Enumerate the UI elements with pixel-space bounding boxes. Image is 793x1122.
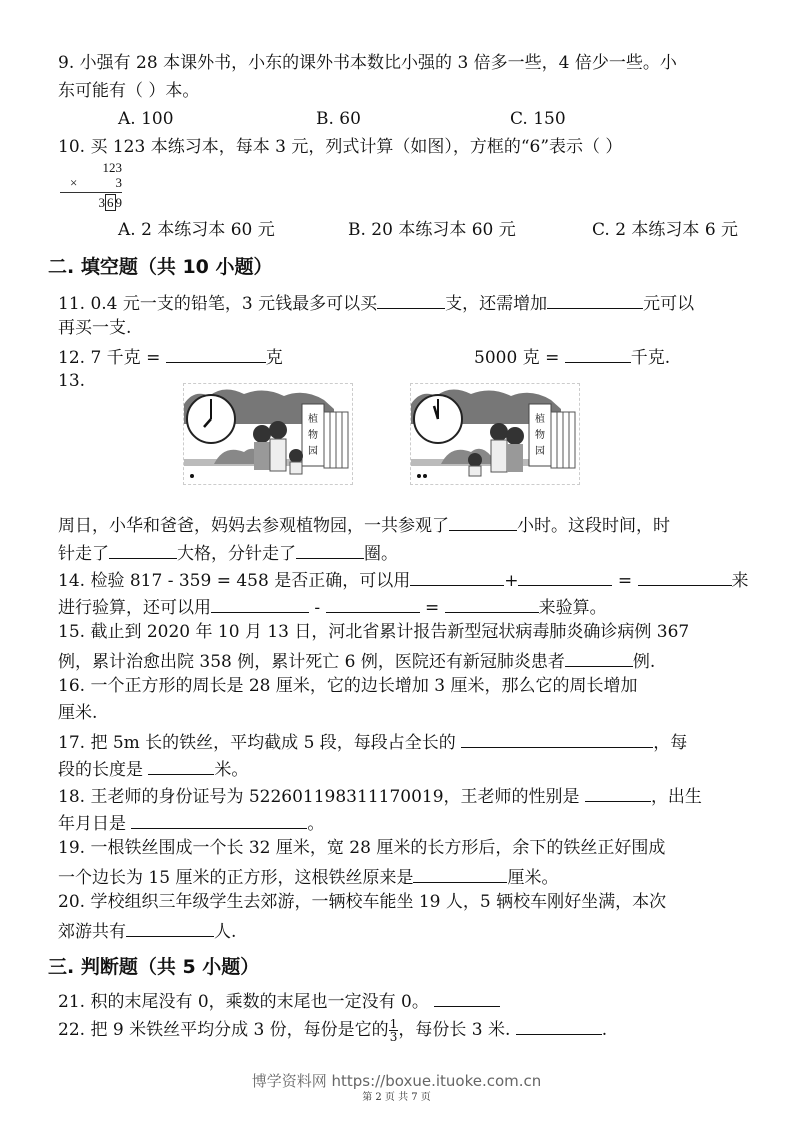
- q14-text: 来验算。: [538, 598, 607, 618]
- section-title-fill-in: 二. 填空题（共 10 小题）: [48, 256, 273, 278]
- q20-line2: [58, 918, 236, 943]
- answer-blank[interactable]: [547, 290, 643, 309]
- q18-line1: [58, 783, 702, 808]
- q14-line2: [58, 594, 607, 619]
- q17-text: 17. 把 5m 长的铁丝，平均截成 5 段，每段占全长的: [58, 733, 456, 753]
- answer-blank[interactable]: [326, 594, 420, 613]
- q19-line1: 19. 一根铁丝围成一个长 32 厘米，宽 28 厘米的长方形后，余下的铁丝正好围成: [58, 838, 666, 858]
- minus-sign: -: [314, 598, 321, 618]
- q17-text: 段的长度是: [58, 760, 143, 780]
- q22-text: 22. 把 9 米铁丝平均分成 3 份，每份是它的: [58, 1020, 389, 1040]
- answer-blank[interactable]: [109, 540, 177, 559]
- q21-line: [58, 988, 500, 1013]
- svg-text:植: 植: [535, 414, 545, 425]
- q12-line: [58, 344, 283, 369]
- q9-line2: 东可能有（ ）本。: [58, 81, 200, 101]
- q9-option-c: C. 150: [510, 109, 566, 129]
- q13-label: 13.: [58, 371, 86, 391]
- q9-option-a: A. 100: [118, 109, 174, 129]
- answer-blank[interactable]: [638, 567, 732, 586]
- plus-sign: +: [504, 571, 519, 591]
- q15-text: 例，累计治愈出院 358 例，累计死亡 6 例，医院还有新冠肺炎患者: [58, 652, 565, 672]
- q22-text: ，每份长 3 米.: [398, 1020, 511, 1040]
- q13-line2: [58, 540, 398, 565]
- calc-multiplier-row: [62, 175, 122, 190]
- answer-blank[interactable]: [410, 567, 504, 586]
- q13-text: 大格，分针走了: [177, 544, 296, 564]
- calc-multiplier: 3: [115, 175, 122, 190]
- calc-result: [62, 195, 122, 210]
- q11-line1: [58, 290, 694, 315]
- q14-text: 14. 检验 817 - 359 = 458 是否正确，可以用: [58, 571, 411, 591]
- boxed-digit: 6: [107, 195, 114, 210]
- result-digit: 9: [115, 195, 122, 210]
- multiply-sign: ×: [70, 175, 78, 190]
- illustration-arrival-icon: [184, 384, 352, 484]
- answer-blank[interactable]: [148, 756, 214, 775]
- q17-text: 米。: [214, 760, 249, 780]
- q11-text: 支，还需增加: [445, 294, 548, 314]
- svg-text:物: 物: [535, 430, 545, 441]
- fraction-one-third: [389, 1018, 399, 1043]
- fraction-numerator: 1: [389, 1017, 398, 1031]
- q11-text: 11. 0.4 元一支的铅笔，3 元钱最多可以买: [58, 294, 378, 314]
- q19-line2: [58, 864, 558, 889]
- calc-divider: [60, 192, 122, 193]
- equals-sign: =: [424, 598, 440, 618]
- q14-line1: [58, 567, 749, 592]
- q18-text: ，出生: [650, 787, 702, 807]
- answer-blank[interactable]: [377, 290, 445, 309]
- q19-text: 一个边长为 15 厘米的正方形，这根铁丝原来是: [58, 868, 414, 888]
- picture-departure: [410, 383, 580, 485]
- q14-text: 进行验算，还可以用: [58, 598, 211, 618]
- q10-option-c: C. 2 本练习本 6 元: [592, 220, 739, 240]
- svg-text:园: 园: [308, 446, 318, 457]
- q10-option-b: B. 20 本练习本 60 元: [348, 220, 516, 240]
- q18-line2: [58, 810, 324, 835]
- q12-text: 12. 7 千克 =: [58, 348, 161, 368]
- answer-blank[interactable]: [449, 512, 517, 531]
- q12-text: 5000 克 =: [474, 348, 560, 368]
- answer-blank[interactable]: [565, 344, 631, 363]
- q22-line: [58, 1016, 607, 1043]
- answer-blank[interactable]: [166, 344, 266, 363]
- q13-text: 针走了: [58, 544, 109, 564]
- calc-multiplicand: 123: [102, 160, 122, 175]
- q18-text: 18. 王老师的身份证号为 522601198311170019，王老师的性别是: [58, 787, 580, 807]
- q12-text: 千克.: [630, 348, 671, 368]
- fraction-denominator: 3: [389, 1030, 398, 1044]
- answer-blank[interactable]: [461, 729, 653, 748]
- q16-line2: 厘米.: [58, 703, 98, 723]
- q20-text: 人.: [214, 922, 237, 942]
- result-digit: 3: [98, 195, 105, 210]
- q15-line1: 15. 截止到 2020 年 10 月 13 日，河北省累计报告新型冠状病毒肺炎确诊病例 367: [58, 622, 690, 642]
- answer-blank[interactable]: [585, 783, 651, 802]
- page-number: 第 2 页 共 7 页: [362, 1092, 431, 1103]
- answer-blank[interactable]: [565, 648, 633, 667]
- q18-text: 。: [307, 814, 325, 834]
- watermark: 博学资料网 https://boxue.ituoke.com.cn: [251, 1072, 542, 1090]
- q10-line1: 10. 买 123 本练习本，每本 3 元，列式计算（如图），方框的“6”表示（ ）: [58, 137, 623, 157]
- q9-line1: 9. 小强有 28 本课外书，小东的课外书本数比小强的 3 倍多一些，4 倍少一些。小: [58, 53, 677, 73]
- answer-blank[interactable]: [211, 594, 309, 613]
- answer-blank[interactable]: [131, 810, 307, 829]
- q10-vertical-calculation: [62, 160, 122, 210]
- q17-text: ，每: [653, 733, 688, 753]
- q17-line1: [58, 729, 687, 754]
- answer-blank[interactable]: [413, 864, 507, 883]
- q16-line1: 16. 一个正方形的周长是 28 厘米，它的边长增加 3 厘米，那么它的周长增加: [58, 676, 638, 696]
- q12-line-part2: [474, 344, 670, 369]
- svg-text:植: 植: [308, 414, 318, 425]
- q17-line2: [58, 756, 248, 781]
- answer-blank[interactable]: [296, 540, 364, 559]
- q18-text: 年月日是: [58, 814, 126, 834]
- answer-blank[interactable]: [518, 567, 612, 586]
- q15-text: 例.: [632, 652, 656, 672]
- picture-arrival: [183, 383, 353, 485]
- q9-option-b: B. 60: [316, 109, 361, 129]
- q13-text: 周日，小华和爸爸，妈妈去参观植物园，一共参观了: [58, 516, 449, 536]
- q13-text: 圈。: [364, 544, 398, 564]
- q20-text: 郊游共有: [58, 922, 126, 942]
- section-title-true-false: 三. 判断题（共 5 小题）: [48, 956, 260, 978]
- answer-blank[interactable]: [445, 594, 539, 613]
- q20-line1: 20. 学校组织三年级学生去郊游，一辆校车能坐 19 人，5 辆校车刚好坐满，本次: [58, 892, 667, 912]
- q12-text: 克: [265, 348, 283, 368]
- q15-line2: [58, 648, 655, 673]
- q13-text: 小时。这段时间，时: [517, 516, 670, 536]
- q11-line2: 再买一支.: [58, 318, 132, 338]
- q14-text: 来: [731, 571, 749, 591]
- q22-text: .: [601, 1020, 608, 1040]
- equals-sign: =: [617, 571, 633, 591]
- svg-text:园: 园: [535, 446, 545, 457]
- q10-option-a: A. 2 本练习本 60 元: [118, 220, 275, 240]
- q21-text: 21. 积的末尾没有 0，乘数的末尾也一定没有 0。: [58, 992, 429, 1012]
- q19-text: 厘米。: [507, 868, 559, 888]
- answer-blank[interactable]: [126, 918, 214, 937]
- answer-blank[interactable]: [434, 988, 500, 1007]
- svg-text:物: 物: [308, 430, 318, 441]
- q13-line1: [58, 512, 670, 537]
- q11-text: 元可以: [643, 294, 695, 314]
- answer-blank[interactable]: [516, 1016, 602, 1035]
- illustration-departure-icon: [411, 384, 579, 484]
